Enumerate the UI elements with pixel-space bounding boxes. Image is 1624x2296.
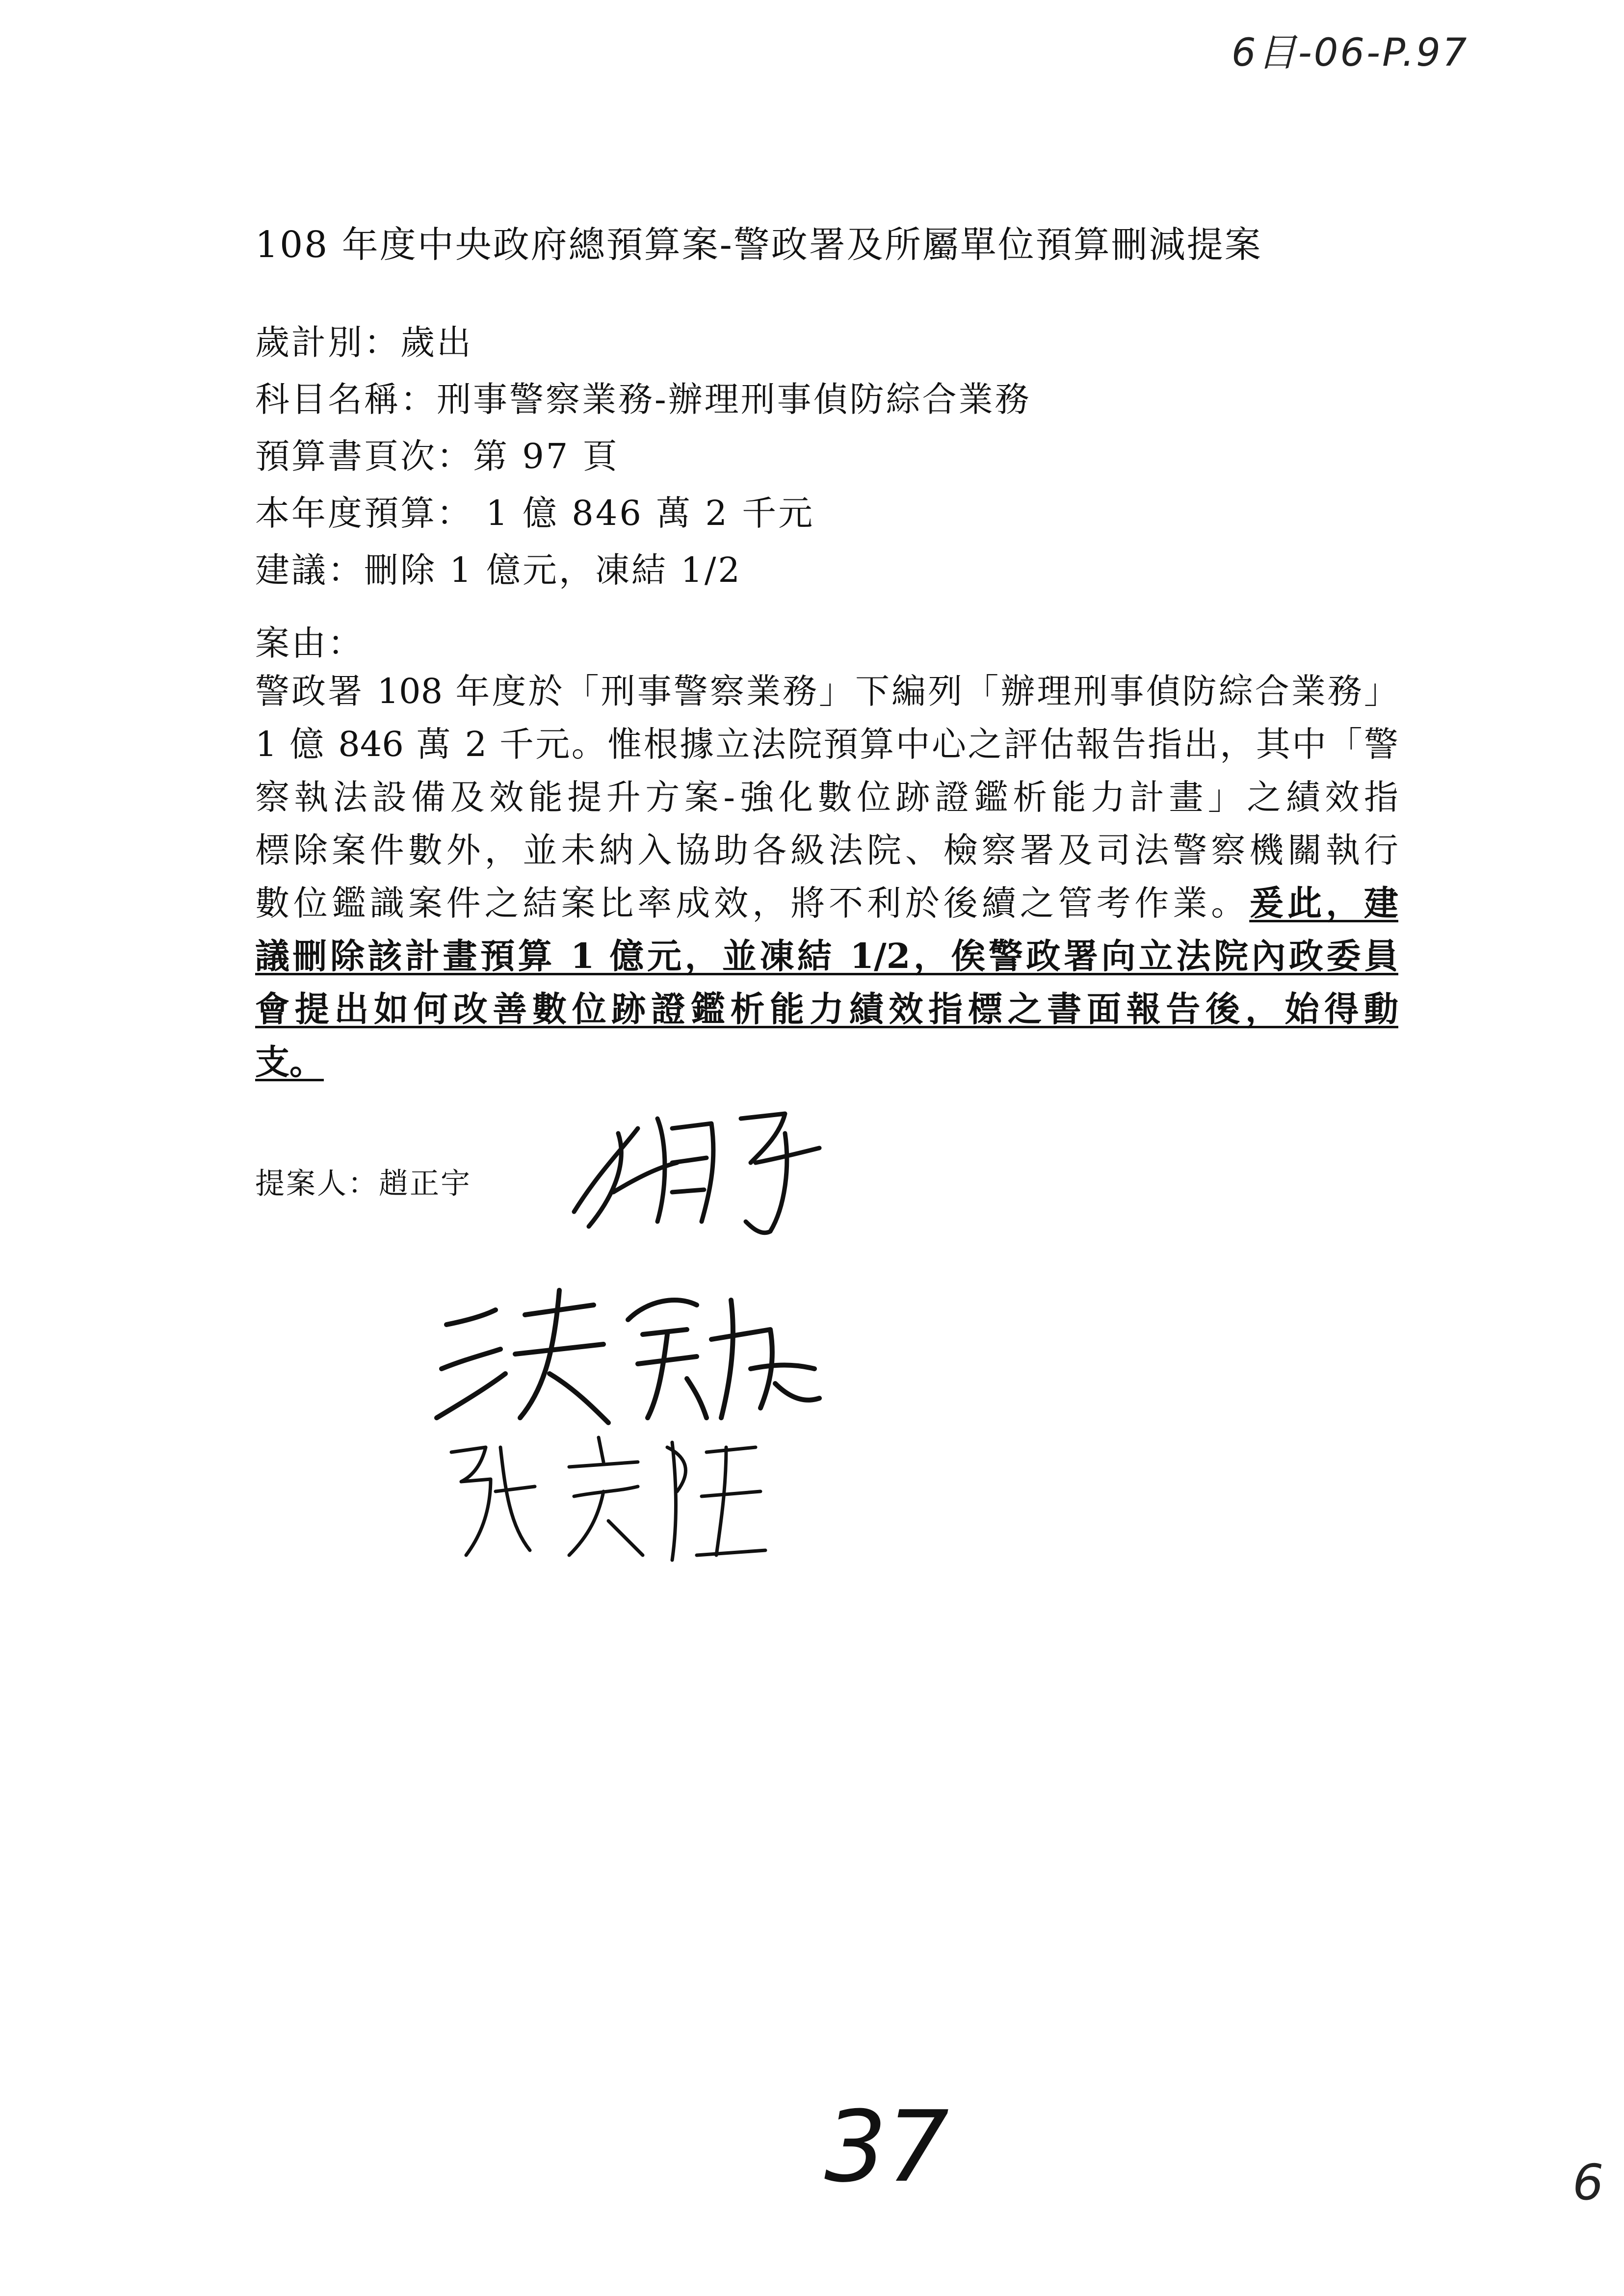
body-line: 察執法設備及效能提升方案-強化數位跡證鑑析能力計畫」之績效指 xyxy=(255,777,1398,817)
signature-2 xyxy=(432,1271,834,1433)
body-line-emphasis: 議刪除該計畫預算 1 億元，並凍結 1/2，俟警政署向立法院內政委員 xyxy=(255,936,1398,976)
field-current-budget: 本年度預算： 1 億 846 萬 2 千元 xyxy=(255,493,815,533)
corner-mark: 6 xyxy=(1572,2154,1604,2211)
document-title: 108 年度中央政府總預算案-警政署及所屬單位預算刪減提案 xyxy=(255,224,1262,266)
body-line-emphasis: 爰此，建 xyxy=(1249,883,1399,923)
body-line-emphasis: 會提出如何改善數位跡證鑑析能力績效指標之書面報告後，始得動 xyxy=(255,989,1398,1029)
signature-3-drawing xyxy=(442,1418,795,1565)
body-line xyxy=(255,877,1398,930)
field-recommendation: 建議：刪除 1 億元，凍結 1/2 xyxy=(255,550,742,590)
field-page-reference: 預算書頁次：第 97 頁 xyxy=(255,436,619,476)
body-line: 警政署 108 年度於「刑事警察業務」下編列「辦理刑事偵防綜合業務」 xyxy=(255,671,1398,711)
body-line: 1 億 846 萬 2 千元。惟根據立法院預算中心之評估報告指出，其中「警 xyxy=(255,724,1398,764)
field-item-name: 科目名稱：刑事警察業務-辦理刑事偵防綜合業務 xyxy=(255,379,1031,419)
body-line-emphasis: 支。 xyxy=(255,1042,324,1082)
handwritten-reference-note: 6目-06-P.97 xyxy=(1231,31,1469,75)
budget-fields xyxy=(255,314,1031,599)
reason-heading: 案由： xyxy=(255,623,364,663)
signature-2-drawing xyxy=(432,1271,834,1433)
signature-1 xyxy=(554,1089,859,1246)
reason-body xyxy=(255,665,1398,1089)
field-budget-category: 歲計別：歲出 xyxy=(255,322,473,363)
body-line-plain: 數位鑑識案件之結案比率成效，將不利於後續之管考作業。 xyxy=(255,883,1250,923)
page-number: 37 xyxy=(824,2090,949,2204)
signature-3 xyxy=(442,1418,795,1565)
body-line: 標除案件數外，並未納入協助各級法院、檢察署及司法警察機關執行 xyxy=(255,830,1398,870)
proposer-label: 提案人：趙正宇 xyxy=(255,1167,471,1201)
signature-1-drawing xyxy=(554,1089,859,1246)
